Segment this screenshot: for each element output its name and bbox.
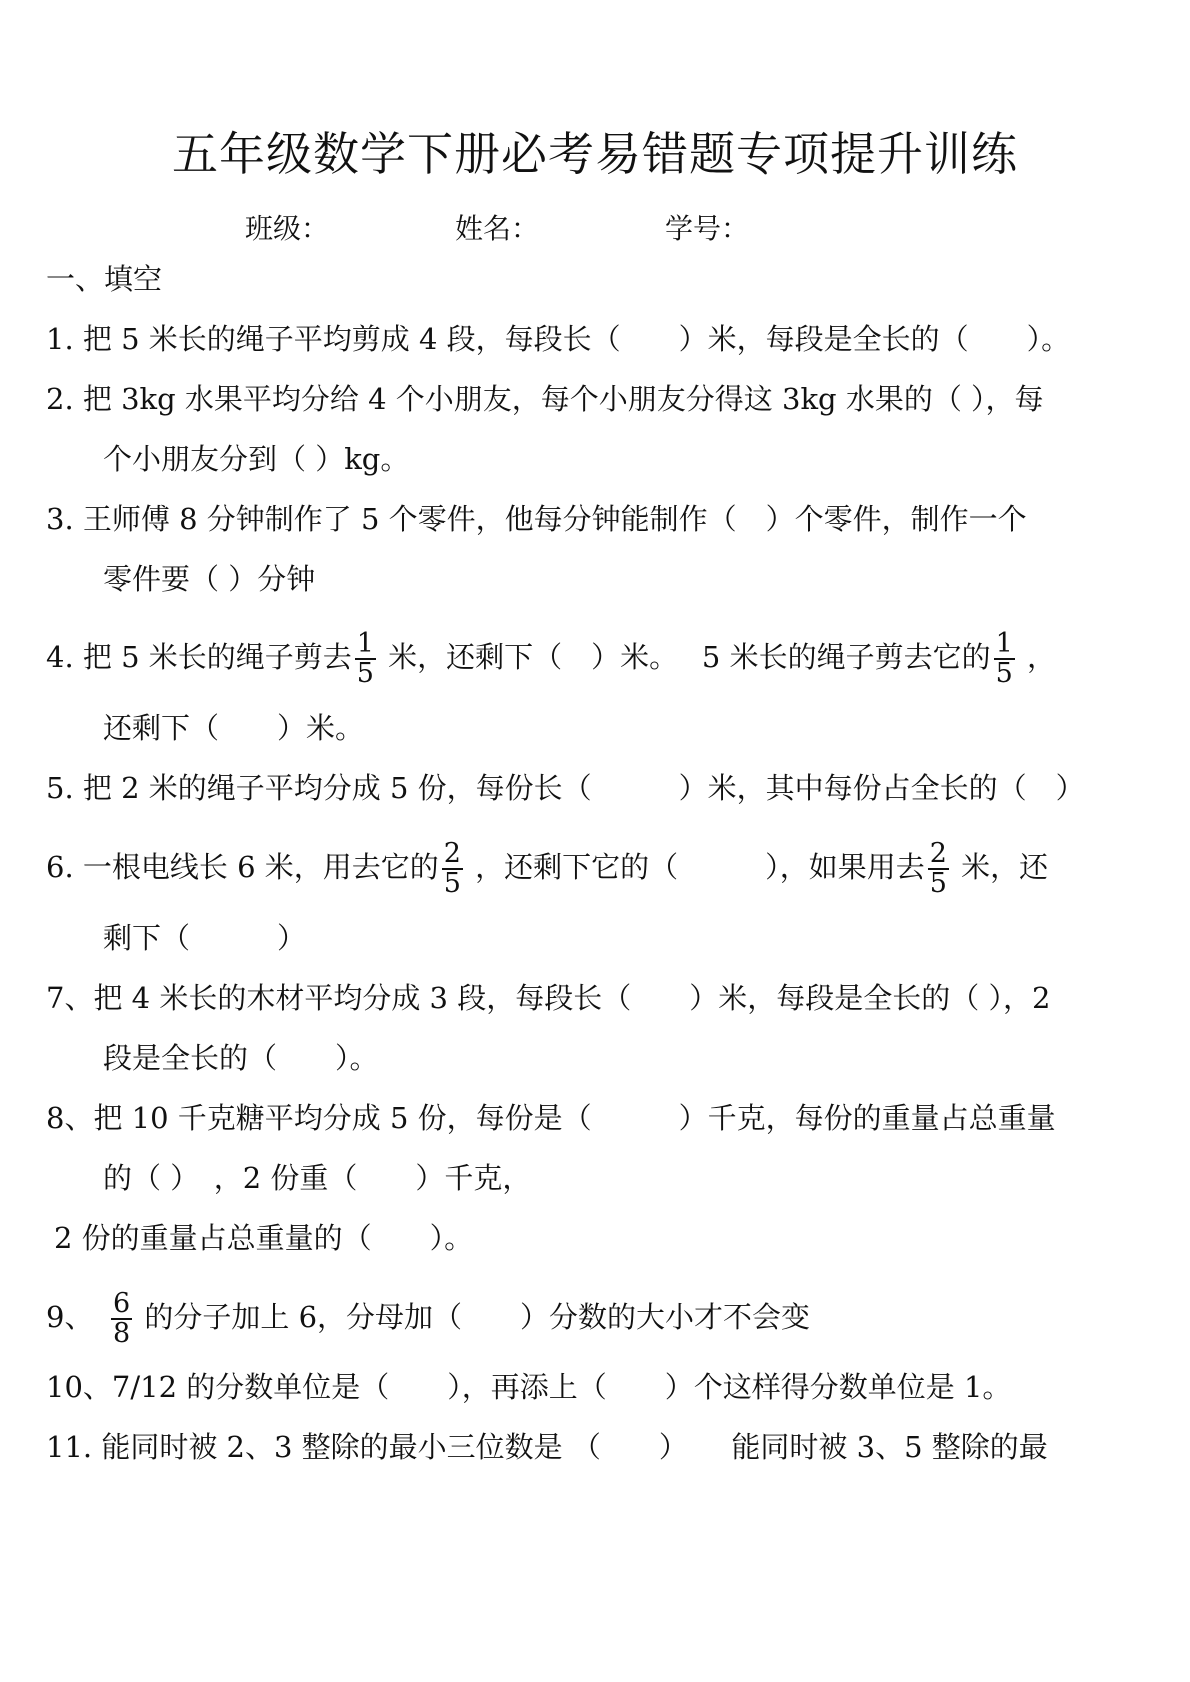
name-label: 姓名： <box>455 212 540 245</box>
section-heading: 一、填空 <box>46 262 163 296</box>
student-id-label: 学号： <box>665 212 750 245</box>
question-6-text-a: 6. 一根电线长 6 米，用去它的 <box>46 850 439 884</box>
fraction <box>994 630 1015 688</box>
question-6-line-1 <box>46 840 1048 898</box>
fraction-numerator: 1 <box>356 628 374 659</box>
question-6-line-2: 剩下（ ） <box>103 921 307 955</box>
fraction <box>928 840 949 898</box>
fraction-denominator: 5 <box>356 658 374 689</box>
question-3-line-1: 3. 王师傅 8 分钟制作了 5 个零件，他每分钟能制作（ ）个零件，制作一个 <box>46 502 1027 536</box>
fraction-denominator: 5 <box>995 658 1013 689</box>
question-9-text-b: 的分子加上 6，分母加（ ）分数的大小才不会变 <box>135 1300 811 1334</box>
question-4-text-b: 米，还剩下（ ）米。 5 米长的绳子剪去它的 <box>378 640 991 674</box>
fraction-denominator: 8 <box>112 1318 131 1349</box>
question-11: 11. 能同时被 2、3 整除的最小三位数是 （ ） 能同时被 3、5 整除的最 <box>46 1430 1048 1464</box>
question-8-line-3: 2 份的重量占总重量的（ ）。 <box>54 1221 474 1255</box>
question-6-text-b: ，还剩下它的（ ），如果用去 <box>465 850 925 884</box>
question-2-line-1: 2. 把 3kg 水果平均分给 4 个小朋友，每个小朋友分得这 3kg 水果的（ ），每 <box>46 382 1044 416</box>
page-title: 五年级数学下册必考易错题专项提升训练 <box>172 127 1018 181</box>
question-7-line-1: 7、把 4 米长的木材平均分成 3 段，每段长（ ）米，每段是全长的（ ），2 <box>46 981 1051 1015</box>
fraction-denominator: 5 <box>929 868 947 899</box>
question-4-text-a: 4. 把 5 米长的绳子剪去 <box>46 640 352 674</box>
fraction-numerator: 2 <box>443 838 461 869</box>
question-7-line-2: 段是全长的（ ）。 <box>103 1041 379 1075</box>
class-label: 班级： <box>245 212 330 245</box>
fraction <box>442 840 463 898</box>
question-5: 5. 把 2 米的绳子平均分成 5 份，每份长（ ）米，其中每份占全长的（ ） <box>46 771 1085 805</box>
fraction <box>111 1290 132 1348</box>
fraction-numerator: 2 <box>929 838 947 869</box>
fraction-numerator: 1 <box>995 628 1013 659</box>
question-10: 10、7/12 的分数单位是（ ），再添上（ ）个这样得分数单位是 1。 <box>46 1370 1012 1404</box>
question-8-line-2: 的（ ） ，2 份重（ ）千克， <box>103 1161 532 1195</box>
fraction-numerator: 6 <box>112 1288 131 1319</box>
fraction <box>355 630 376 688</box>
question-3-line-2: 零件要（ ）分钟 <box>103 562 316 596</box>
question-4-line-2: 还剩下（ ）米。 <box>103 711 365 745</box>
question-8-line-1: 8、把 10 千克糖平均分成 5 份，每份是（ ）千克，每份的重量占总重量 <box>46 1101 1056 1135</box>
question-9 <box>46 1290 810 1348</box>
question-2-line-2: 个小朋友分到（ ）kg。 <box>103 442 410 476</box>
fraction-denominator: 5 <box>443 868 461 899</box>
question-9-text-a: 9、 <box>46 1300 79 1334</box>
question-4-text-c: ， <box>1017 640 1056 674</box>
question-1: 1. 把 5 米长的绳子平均剪成 4 段，每段长（ ）米，每段是全长的（ ）。 <box>46 322 1071 356</box>
question-4-line-1 <box>46 630 1056 688</box>
question-6-text-c: 米，还 <box>951 850 1049 884</box>
